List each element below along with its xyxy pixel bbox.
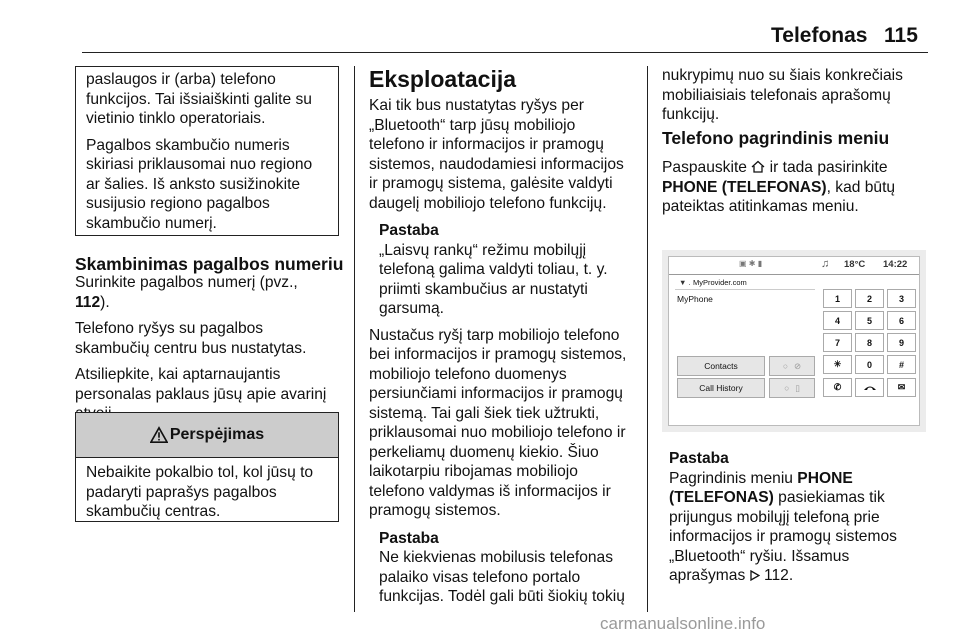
- note-label: Pastaba: [379, 222, 439, 239]
- info-line: ar šalies. Iš anksto susižinokite: [86, 175, 301, 193]
- note-label: Pastaba: [379, 529, 439, 547]
- warning-line: padaryti paprašys pagalbos: [86, 483, 277, 501]
- note-line: telefoną galima valdyti toliau, t. y.: [379, 261, 608, 278]
- warning-text: [76, 458, 338, 522]
- emergency-number: 112: [75, 293, 101, 311]
- warning-line: skambučių centras.: [86, 503, 221, 520]
- text: Pagrindinis meniu: [669, 469, 793, 487]
- text-line: pateiktas atitinkamas meniu.: [662, 198, 859, 215]
- key-star[interactable]: ✳: [823, 355, 852, 374]
- status-bar: [669, 257, 919, 274]
- note-line: priimti skambučius ar nustatyti: [379, 280, 588, 298]
- text-line: telefono ir informacijos ir pramogų: [369, 136, 604, 153]
- text-line: perkeliamų duomenų kiekio. Šiuo: [369, 443, 599, 461]
- contacts-button[interactable]: Contacts: [677, 356, 765, 376]
- watermark: carmanualsonline.info: [600, 614, 766, 633]
- info-line: Pagalbos skambučio numeris: [86, 136, 290, 154]
- text: ir tada pasirinkite: [769, 159, 888, 176]
- phone-call-icon: ✆: [833, 382, 842, 392]
- key-2[interactable]: 2: [855, 289, 884, 308]
- arrow-reference-icon: [750, 570, 760, 581]
- text-line: pramogų sistemos.: [369, 502, 501, 519]
- note-line: Ne kiekvienas mobilusis telefonas: [379, 549, 614, 566]
- key-0[interactable]: 0: [855, 355, 884, 374]
- warning-line: Nebaikite pokalbio tol, kol jūsų to: [86, 464, 314, 481]
- text-line: priklausomai nuo mobiliojo telefono ir: [369, 424, 626, 441]
- hangup-button[interactable]: [855, 378, 884, 397]
- page-title: Telefonas: [771, 24, 868, 47]
- operation-text: [369, 96, 639, 607]
- info-line: vietinio tinklo operatoriais.: [86, 110, 266, 127]
- page-number: 115: [884, 24, 918, 47]
- note-label: Pastaba: [669, 450, 729, 467]
- page-reference[interactable]: 112.: [763, 567, 794, 584]
- clock: 14:22: [883, 259, 908, 270]
- text-line: ir pramogų sistema, galėsite valdyti: [369, 175, 613, 192]
- key-1[interactable]: 1: [823, 289, 852, 308]
- temperature: 18°C: [844, 259, 866, 270]
- hangup-icon: [863, 384, 877, 392]
- note-line: „Bluetooth“ ryšiu. Išsamus: [669, 547, 850, 565]
- note-line: prijungus mobilųjį telefoną prie: [669, 508, 880, 526]
- warning-header: [76, 413, 338, 458]
- text-line: laikotarpiu ribojamas mobiliojo: [369, 463, 578, 480]
- warning-title: Perspėjimas: [169, 426, 265, 443]
- note-block: [369, 529, 639, 607]
- text-line: Nustačus ryšį tarp mobiliojo telefono: [369, 326, 620, 344]
- text-line: mobiliaisiais telefonais aprašomų: [662, 86, 891, 104]
- text-line: Telefono ryšys su pagalbos: [75, 320, 264, 337]
- home-icon: [751, 160, 765, 173]
- key-8[interactable]: 8: [855, 333, 884, 352]
- key-6[interactable]: 6: [887, 311, 916, 330]
- note-line: garsumą.: [379, 300, 445, 317]
- info-line: skiriasi priklausomai nuo regiono: [86, 156, 313, 173]
- key-3[interactable]: 3: [887, 289, 916, 308]
- text-line: funkcijų.: [662, 106, 720, 123]
- info-box-text: [86, 70, 336, 233]
- call-history-button[interactable]: Call History: [677, 378, 765, 398]
- text-line: telefono valdymas iš informacijos ir: [369, 482, 611, 500]
- note-block: [369, 221, 639, 319]
- text-line: sistemos, naudodamiesi informacijos: [369, 155, 624, 173]
- key-hash[interactable]: #: [887, 355, 916, 374]
- text-line: nukrypimų nuo su šiais konkrečiais: [662, 67, 903, 84]
- handsfree-toggle[interactable]: [769, 378, 815, 398]
- infotainment-screen: [668, 256, 920, 426]
- status-divider: [669, 274, 919, 275]
- phone-menu-label: PHONE (TELEFONAS): [662, 178, 827, 196]
- section-heading-emergency: Skambinimas pagalbos numeriu: [75, 254, 344, 274]
- music-icon: ♫: [821, 258, 830, 270]
- text: ).: [100, 293, 110, 311]
- text-line: bei informacijos ir pramogų sistemos,: [369, 346, 627, 363]
- key-5[interactable]: 5: [855, 311, 884, 330]
- text-line: Kai tik bus nustatytas ryšys per: [369, 97, 584, 114]
- note-line: palaiko visas telefono portalo: [379, 568, 581, 586]
- voicemail-icon: ✉: [897, 382, 906, 392]
- mute-toggle[interactable]: [769, 356, 815, 376]
- mic-off-icon: ⊘: [794, 360, 802, 371]
- info-line: funkcijos. Tai išsiaiškinti galite su: [86, 90, 312, 108]
- voicemail-button[interactable]: [887, 378, 916, 397]
- emergency-text: [75, 273, 350, 424]
- text-line: „Bluetooth“ tarp jūsų mobiliojo: [369, 116, 576, 134]
- note-line: funkcijas. Todėl gali būti šiokių tokių: [379, 588, 625, 605]
- divider: [675, 289, 815, 290]
- text-line: mobiliojo telefono duomenys: [369, 365, 567, 383]
- toggle-circle-icon: ○: [784, 383, 790, 393]
- key-7[interactable]: 7: [823, 333, 852, 352]
- phone-menu-screenshot: [662, 250, 926, 432]
- info-line: paslaugos ir (arba) telefono: [86, 71, 276, 88]
- text-line: daugelį mobiliojo telefono funkcijų.: [369, 194, 607, 212]
- text: , kad būtų: [826, 178, 896, 196]
- phone-menu-text: [662, 158, 937, 217]
- text: pasiekiamas tik: [778, 489, 885, 506]
- text-line: skambučių centru bus nustatytas.: [75, 339, 307, 357]
- note-line: „Laisvų rankų“ režimu mobilųjį: [379, 241, 587, 259]
- text-line: persiunčiami informacijos ir pramogų: [369, 385, 623, 402]
- column-divider-left: [354, 66, 355, 612]
- note-line: informacijos ir pramogų sistemos: [669, 528, 897, 545]
- text-line: Atsiliepkite, kai aptarnaujantis: [75, 366, 281, 383]
- info-line: skambučio numerį.: [86, 214, 217, 232]
- text: Surinkite pagalbos numerį (pvz.,: [75, 274, 298, 291]
- phone-menu-note: [669, 449, 934, 586]
- provider-name: MyProvider.com: [693, 278, 747, 287]
- handset-icon: ▯: [795, 382, 800, 393]
- section-heading-phone-menu: Telefono pagrindinis meniu: [662, 128, 890, 148]
- text-line: personalas paklaus jūsų apie avarinį: [75, 385, 327, 403]
- signal-icon: ▼ .: [679, 278, 691, 287]
- toggle-circle-icon: ○: [782, 361, 788, 371]
- key-9[interactable]: 9: [887, 333, 916, 352]
- text: Paspauskite: [662, 159, 747, 176]
- section-heading-operation: Eksploatacija: [369, 66, 517, 92]
- phone-name: MyPhone: [677, 294, 713, 304]
- header-rule: [82, 52, 928, 53]
- warning-triangle-icon: [150, 426, 168, 444]
- bold-term: (TELEFONAS): [669, 489, 774, 506]
- text-line: sistemą. Tai gali šiek tiek užtrukti,: [369, 404, 600, 422]
- bold-term: PHONE: [797, 469, 853, 487]
- info-line: susijusio regiono pagalbos: [86, 195, 270, 212]
- continued-text: [662, 66, 932, 125]
- warning-box: [75, 412, 339, 522]
- key-4[interactable]: 4: [823, 311, 852, 330]
- text: aprašymas: [669, 567, 746, 584]
- status-icons: ▣ ✱ ▮: [739, 259, 763, 268]
- column-divider-right: [647, 66, 648, 612]
- call-button[interactable]: [823, 378, 852, 397]
